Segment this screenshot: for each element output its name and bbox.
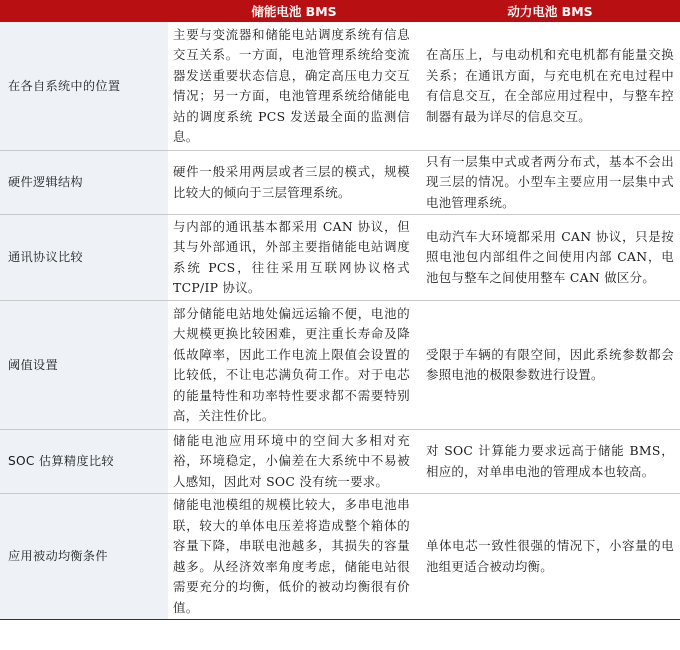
table-row [0, 22, 680, 151]
header-blank [0, 0, 168, 22]
power-cell: 单体电芯一致性很强的情况下，小容量的电池组更适合被动均衡。 [426, 538, 674, 574]
table-row [0, 430, 680, 494]
storage-cell: 储能电池应用环境中的空间大多相对充裕，环境稳定，小偏差在大系统中不易被人感知，因此对 SOC 没有统一要求。 [173, 432, 410, 489]
row-label: 通讯协议比较 [0, 215, 168, 300]
storage-cell: 主要与变流器和储能电站调度系统有信息交互关系。一方面，电池管理系统给变流器发送重要状态信息，确定高压电力交互情况；另一方面，电池管理系统给储能电站的调度系统 PCS 发送最全面的监测信息。 [173, 26, 410, 144]
storage-cell: 与内部的通讯基本都采用 CAN 协议，但其与外部通讯，外部主要指储能电站调度系统 PCS，往往采用互联网协议格式 TCP/IP 协议。 [173, 218, 410, 295]
row-label: SOC 估算精度比较 [0, 430, 168, 493]
power-cell: 电动汽车大环境都采用 CAN 协议，只是按照电池包内部组件之间使用内部 CAN，电池包与整车之间使用整车 CAN 做区分。 [426, 228, 674, 285]
storage-cell: 部分储能电站地处偏远运输不便，电池的大规模更换比较困难，更注重长寿命及降低故障率，因此工作电流上限值会设置的比较低，不让电芯满负荷工作。对于电芯的能量特性和功率特性要求都不需要特别高，关注性价比。 [173, 305, 410, 423]
power-cell: 只有一层集中式或者两分布式，基本不会出现三层的情况。小型车主要应用一层集中式电池管理系统。 [426, 153, 674, 210]
table-header [0, 0, 680, 22]
table-row [0, 151, 680, 215]
table-row [0, 494, 680, 620]
storage-cell: 储能电池模组的规模比较大，多串电池串联，较大的单体电压差将造成整个箱体的容量下降，串联电池越多，其损失的容量越多。从经济效率角度考虑，储能电站很需要充分的均衡，低价的被动均衡很有价值。 [173, 497, 410, 615]
header-power-bms: 动力电池 BMS [507, 4, 593, 19]
storage-cell: 硬件一般采用两层或者三层的模式，规模比较大的倾向于三层管理系统。 [173, 164, 410, 200]
row-label: 硬件逻辑结构 [0, 151, 168, 214]
table-row [0, 215, 680, 301]
row-label: 在各自系统中的位置 [0, 22, 168, 150]
row-label: 应用被动均衡条件 [0, 494, 168, 619]
power-cell: 受限于车辆的有限空间，因此系统参数都会参照电池的极限参数进行设置。 [426, 346, 674, 382]
header-storage-bms: 储能电池 BMS [251, 4, 337, 19]
power-cell: 在高压上，与电动机和充电机都有能量交换关系；在通讯方面，与充电机在充电过程中有信息交互，在全部应用过程中，与整车控制器有最为详尽的信息交互。 [426, 47, 674, 124]
table-row [0, 301, 680, 430]
power-cell: 对 SOC 计算能力要求远高于储能 BMS，相应的，对单串电池的管理成本也较高。 [426, 443, 674, 479]
row-label: 阈值设置 [0, 301, 168, 429]
